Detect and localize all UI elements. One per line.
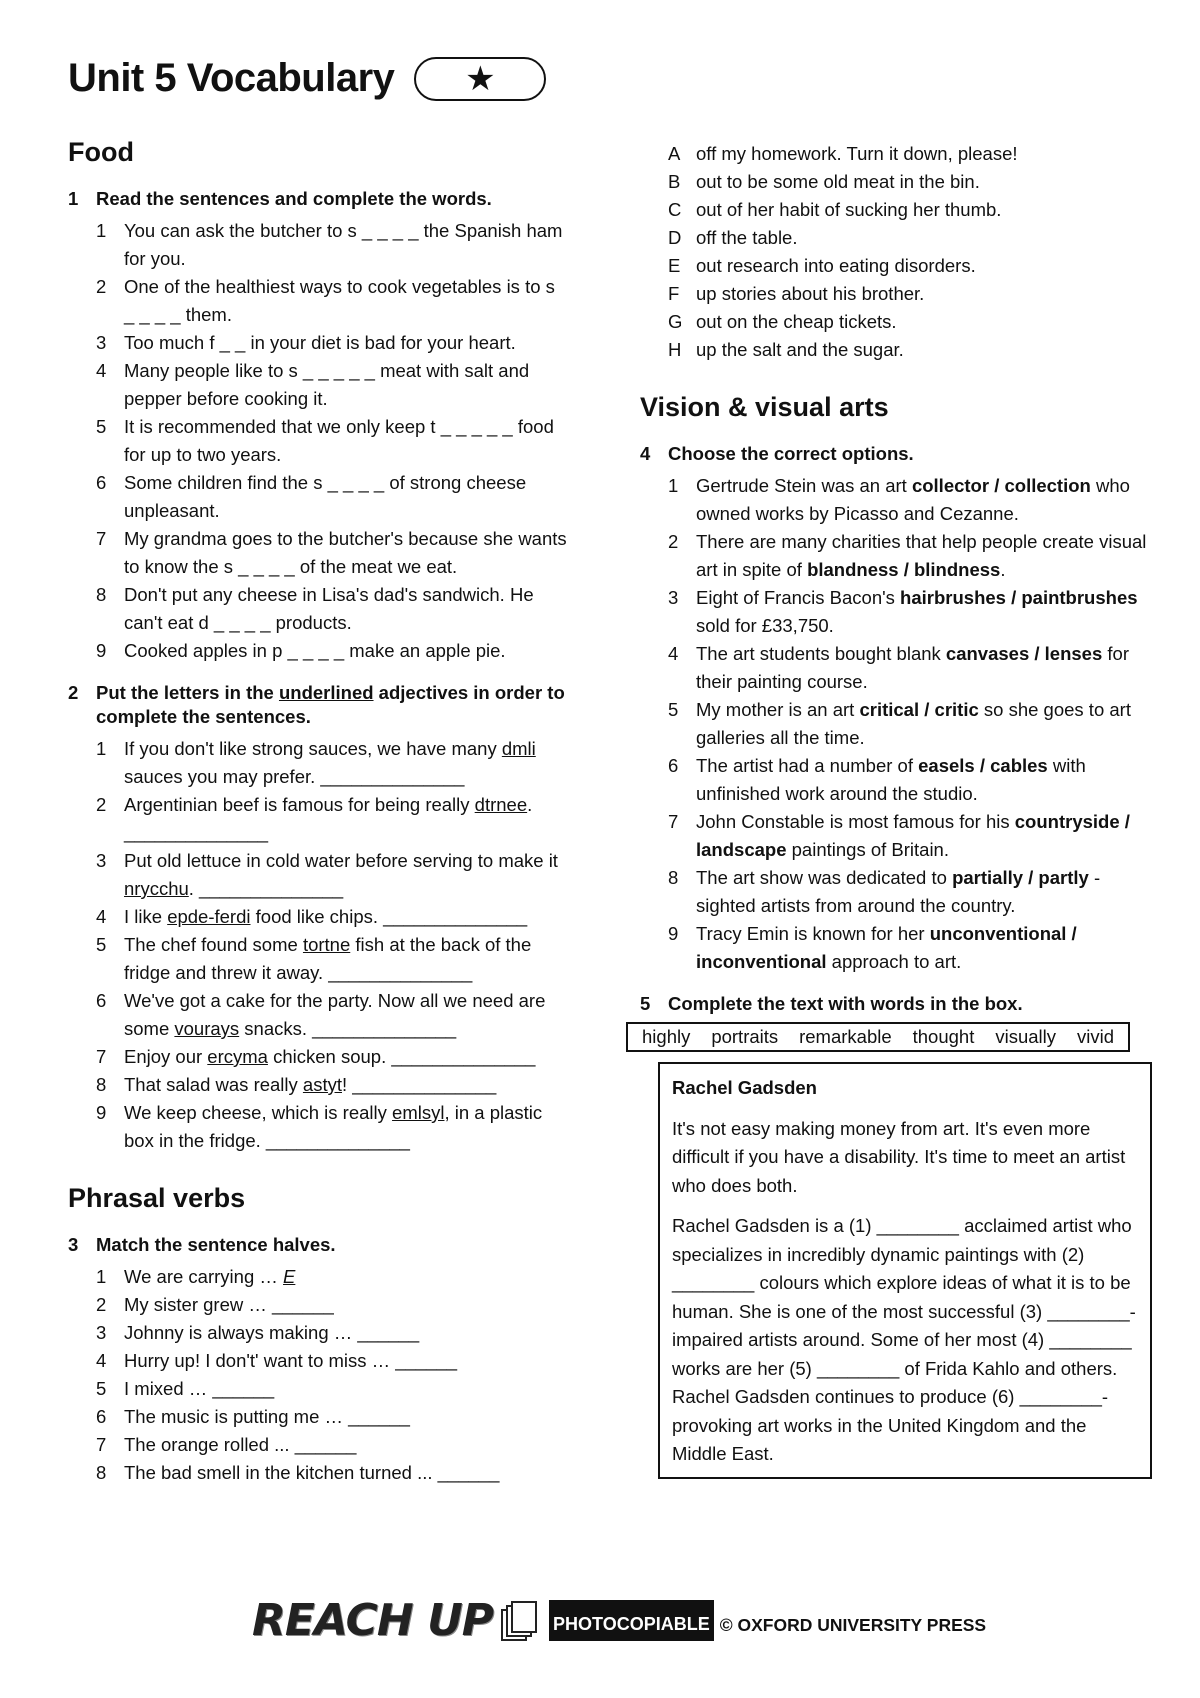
exercise-2-heading [68,681,568,729]
item-text: Too much f _ _ in your diet is bad for your heart. [124,332,516,353]
item-text: The bad smell in the kitchen turned ... ______ [124,1462,500,1483]
item-number: 3 [96,332,107,353]
item-letter: A [668,143,681,164]
item-number: 2 [96,276,107,297]
scrambled-word: epde-ferdi [167,906,251,927]
list-item [96,217,568,273]
list-item [96,1431,568,1459]
list-item [668,528,1150,584]
item-number: 7 [668,811,679,832]
scrambled-word: dmli [501,738,536,759]
item-text: off the table. [696,227,798,248]
item-text: It is recommended that we only keep t _ _ _ _ _ food for up to two years. [124,416,554,465]
option-pair: unconventional / inconventional [696,923,1077,972]
list-item [668,920,1150,976]
section-heading-phrasal-verbs: Phrasal verbs [68,1183,246,1213]
scrambled-word: tortne [302,934,351,955]
item-letter: H [668,339,682,360]
item-number: 8 [96,1462,107,1483]
list-item [96,1347,568,1375]
item-text: out on the cheap tickets. [696,311,897,332]
list-item [668,336,1150,364]
reach-up-logo: REACH UP [252,1595,494,1646]
item-letter: F [668,283,680,304]
list-item [96,1375,568,1403]
item-text: There are many charities that help people create visual art in spite of blandness / blindness. [696,531,1147,580]
exercise-instruction: Match the sentence halves. [96,1234,336,1255]
item-text: We've got a cake for the party. Now all we need are some vourays snacks. ______________ [124,990,546,1039]
item-text: out to be some old meat in the bin. [696,171,980,192]
item-number: 4 [668,643,679,664]
box-word: thought [912,1026,975,1047]
item-text: Cooked apples in p _ _ _ _ make an apple pie. [124,640,506,661]
item-number: 1 [96,1266,107,1287]
option-pair: easels / cables [918,755,1048,776]
list-item [96,329,568,357]
list-item [96,357,568,413]
item-number: 2 [96,1294,107,1315]
list-item [96,1071,568,1099]
scrambled-word: dtrnee [474,794,528,815]
item-letter: D [668,227,682,248]
list-item [668,584,1150,640]
list-item [96,903,568,931]
text-paragraph: It's not easy making money from art. It's even more difficult if you have a disability. It's time to meet an artist who does both. [672,1117,1126,1196]
item-text: One of the healthiest ways to cook vegetables is to s _ _ _ _ them. [124,276,555,325]
item-number: 7 [96,528,107,549]
item-text: The music is putting me … ______ [124,1406,410,1427]
item-number: 5 [668,699,679,720]
item-text: My mother is an art critical / critic so she goes to art galleries all the time. [696,699,1131,748]
exercise-1-items [68,217,568,665]
item-number: 5 [96,1378,107,1399]
exercise-instruction: Put the letters in the underlined adjectives in order to complete the sentences. [96,682,565,727]
list-item [96,525,568,581]
scrambled-word: nrycchu [124,878,189,899]
list-item [96,735,568,791]
exercise-3-items [68,1263,568,1487]
list-item [96,1459,568,1487]
item-text: That salad was really astyt! ______________ [124,1074,497,1095]
item-letter: G [668,311,683,332]
item-number: 6 [96,990,107,1011]
publisher-copyright: © OXFORD UNIVERSITY PRESS [719,1615,987,1635]
item-text: Eight of Francis Bacon's hairbrushes / paintbrushes sold for £33,750. [696,587,1138,636]
list-item [96,413,568,469]
item-number: 6 [96,472,107,493]
reading-text-box [658,1062,1152,1479]
item-number: 8 [668,867,679,888]
list-item [96,791,568,847]
list-item [668,472,1150,528]
option-pair: partially / partly [952,867,1089,888]
section-heading-vision: Vision & visual arts [640,392,889,422]
item-number: 9 [96,1102,107,1123]
page-title: Unit 5 Vocabulary [68,56,395,100]
item-number: 8 [96,584,107,605]
left-column [68,135,568,1487]
list-item [668,196,1150,224]
list-item [668,140,1150,168]
item-text: up the salt and the sugar. [696,339,904,360]
item-text: The chef found some tortne fish at the back of the fridge and threw it away. ______________ [124,934,532,983]
item-text: Enjoy our ercyma chicken soup. ______________ [124,1046,536,1067]
exercise-number: 4 [640,443,651,464]
item-text: We keep cheese, which is really emlsyl, in a plastic box in the fridge. ______________ [124,1102,543,1151]
box-word: highly [642,1026,691,1047]
scrambled-word: ercyma [207,1046,268,1067]
item-number: 3 [668,587,679,608]
list-item [96,581,568,637]
exercise-2-items [68,735,568,1155]
item-text: We are carrying … E [124,1266,296,1287]
footer [252,1595,986,1646]
list-item [668,696,1150,752]
item-text: Many people like to s _ _ _ _ _ meat with salt and pepper before cooking it. [124,360,530,409]
box-word: remarkable [799,1026,892,1047]
exercise-5-heading [640,992,1150,1016]
scrambled-word: vourays [174,1018,240,1039]
option-pair: hairbrushes / paintbrushes [900,587,1138,608]
photocopy-icon [501,1601,537,1641]
item-number: 7 [96,1046,107,1067]
item-number: 3 [96,850,107,871]
item-number: 6 [668,755,679,776]
option-pair: critical / critic [859,699,979,720]
exercise-3-sentence-halves [640,140,1150,364]
list-item [96,1403,568,1431]
text-paragraph: Rachel Gadsden is a (1) ________ acclaimed artist who specializes in incredibly dynamic paintings with (2) ________ colours which explore ideas of what it is to be human. She is one of the most successful (3) ________-impaired artists around. Some of her most (4) ________ works are her (5) ________ of Frida Kahlo and others. Rachel Gadsden continues to produce (6) ________-provoking art works in the United Kingdom and the Middle East. [672,1215,1136,1464]
text-title: Rachel Gadsden [672,1077,817,1098]
option-pair: canvases / lenses [945,643,1103,664]
item-text: I like epde-ferdi food like chips. ______________ [124,906,528,927]
item-text: If you don't like strong sauces, we have many dmli sauces you may prefer. ______________ [124,738,536,787]
exercise-number: 2 [68,682,79,703]
list-item [96,637,568,665]
item-text: out of her habit of sucking her thumb. [696,199,1002,220]
item-text: Argentinian beef is famous for being really dtrnee. ______________ [124,794,533,843]
word-box [626,1022,1130,1052]
item-text: Some children find the s _ _ _ _ of strong cheese unpleasant. [124,472,527,521]
item-text: out research into eating disorders. [696,255,976,276]
exercise-number: 5 [640,993,651,1014]
list-item [96,1319,568,1347]
item-number: 7 [96,1434,107,1455]
item-number: 2 [668,531,679,552]
list-item [96,847,568,903]
item-text: up stories about his brother. [696,283,925,304]
list-item [668,864,1150,920]
option-pair: blandness / blindness [807,559,1001,580]
right-column [640,140,1150,1479]
item-number: 1 [96,220,107,241]
item-letter: B [668,171,681,192]
option-pair: collector / collection [911,475,1091,496]
list-item [668,168,1150,196]
scrambled-word: emlsyl [392,1102,445,1123]
exercise-number: 3 [68,1234,79,1255]
box-word: portraits [711,1026,779,1047]
item-text: Tracy Emin is known for her unconventional / inconventional approach to art. [696,923,1077,972]
exercise-instruction: Read the sentences and complete the words. [96,188,492,209]
item-letter: E [668,255,681,276]
list-item [668,308,1150,336]
box-word: visually [995,1026,1056,1047]
item-text: My sister grew … ______ [124,1294,334,1315]
list-item [668,252,1150,280]
item-text: The art students bought blank canvases / lenses for their painting course. [696,643,1129,692]
item-number: 9 [668,923,679,944]
list-item [668,640,1150,696]
list-item [96,931,568,987]
list-item [96,469,568,525]
list-item [96,273,568,329]
exercise-3-heading [68,1233,568,1257]
item-text: off my homework. Turn it down, please! [696,143,1018,164]
item-number: 4 [96,1350,107,1371]
item-number: 8 [96,1074,107,1095]
exercise-instruction: Choose the correct options. [668,443,914,464]
option-pair: countryside / landscape [696,811,1130,860]
item-text: My grandma goes to the butcher's because she wants to know the s _ _ _ _ of the meat we eat. [124,528,567,577]
item-text: The art show was dedicated to partially / partly -sighted artists from around the country. [696,867,1101,916]
list-item [668,280,1150,308]
photocopiable-badge: PHOTOCOPIABLE [549,1600,714,1641]
list-item [668,808,1150,864]
item-number: 6 [96,1406,107,1427]
item-text: The artist had a number of easels / cables with unfinished work around the studio. [696,755,1086,804]
item-text: Don't put any cheese in Lisa's dad's sandwich. He can't eat d _ _ _ _ products. [124,584,534,633]
scrambled-word: astyt [302,1074,342,1095]
item-text: The orange rolled ... ______ [124,1434,357,1455]
item-number: 4 [96,906,107,927]
item-text: John Constable is most famous for his countryside / landscape paintings of Britain. [696,811,1130,860]
item-text: You can ask the butcher to s _ _ _ _ the Spanish ham for you. [124,220,563,269]
item-text: Johnny is always making … ______ [124,1322,420,1343]
list-item [668,752,1150,808]
item-number: 9 [96,640,107,661]
section-heading-food: Food [68,137,134,167]
item-number: 4 [96,360,107,381]
list-item [96,1291,568,1319]
item-text: I mixed … ______ [124,1378,275,1399]
item-number: 5 [96,934,107,955]
item-text: Put old lettuce in cold water before serving to make it nrycchu. ______________ [124,850,558,899]
item-text: Hurry up! I don't' want to miss … ______ [124,1350,458,1371]
exercise-instruction: Complete the text with words in the box. [668,993,1023,1014]
difficulty-star-icon: ★ [414,57,546,101]
item-letter: C [668,199,682,220]
exercise-4-items [640,472,1150,976]
item-number: 1 [96,738,107,759]
exercise-1-heading [68,187,568,211]
title-row [68,56,546,101]
example-answer: E [283,1266,296,1287]
item-number: 5 [96,416,107,437]
list-item [96,1263,568,1291]
list-item [96,1043,568,1071]
item-number: 1 [668,475,679,496]
item-number: 3 [96,1322,107,1343]
list-item [668,224,1150,252]
item-number: 2 [96,794,107,815]
exercise-4-heading [640,442,1150,466]
list-item [96,987,568,1043]
list-item [96,1099,568,1155]
exercise-number: 1 [68,188,79,209]
box-word: vivid [1076,1026,1114,1047]
item-text: Gertrude Stein was an art collector / collection who owned works by Picasso and Cezanne. [696,475,1130,524]
